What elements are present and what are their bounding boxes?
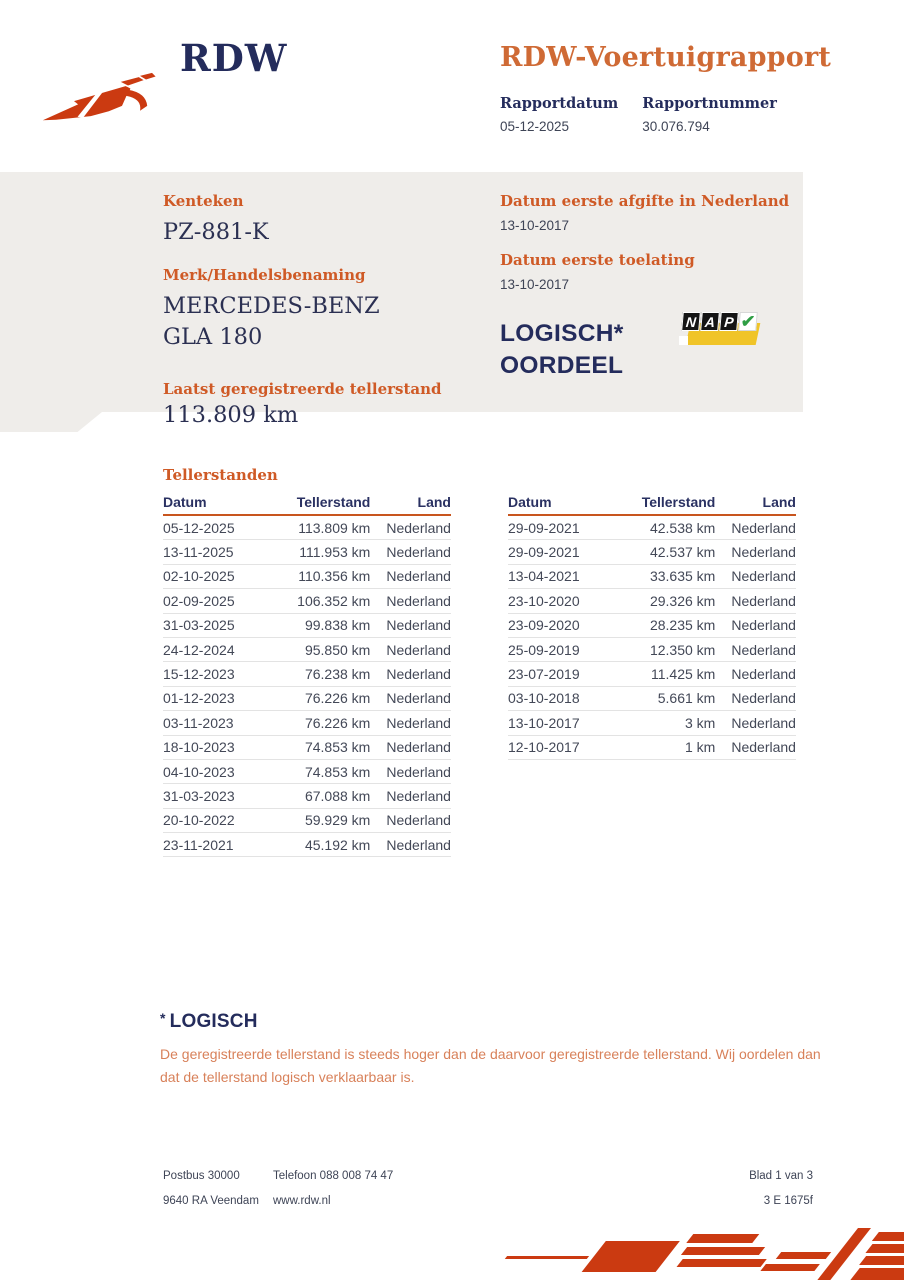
panel-corner-wedge bbox=[0, 412, 102, 432]
cell-datum: 24-12-2024 bbox=[163, 641, 235, 658]
cell-datum: 29-09-2021 bbox=[508, 544, 580, 561]
table-body bbox=[163, 516, 451, 857]
logisch-note bbox=[160, 1010, 830, 1089]
kenteken-value: PZ-881-K bbox=[163, 219, 269, 245]
column-header-datum: Datum bbox=[163, 494, 207, 510]
cell-datum: 23-11-2021 bbox=[163, 836, 234, 853]
cell-tellerstand: 11.425 km bbox=[651, 666, 716, 683]
afgifte-label: Datum eerste afgifte in Nederland bbox=[500, 192, 790, 210]
cell-tellerstand: 74.853 km bbox=[304, 763, 371, 780]
cell-datum: 31-03-2025 bbox=[163, 617, 235, 634]
toelating-label: Datum eerste toelating bbox=[500, 251, 695, 269]
cell-datum: 23-10-2020 bbox=[508, 592, 580, 609]
cell-tellerstand: 42.537 km bbox=[649, 544, 716, 561]
cell-datum: 13-11-2025 bbox=[163, 544, 234, 561]
table-header bbox=[508, 494, 796, 516]
footer-phone: Telefoon 088 008 74 47 bbox=[273, 1170, 394, 1182]
table-row bbox=[163, 614, 451, 638]
cell-tellerstand: 12.350 km bbox=[649, 641, 716, 658]
logisch-heading bbox=[160, 1010, 830, 1033]
table-row bbox=[163, 516, 451, 540]
table-row bbox=[508, 687, 796, 711]
nap-letter-p: P bbox=[719, 312, 739, 331]
cell-land: Nederland bbox=[386, 763, 451, 780]
cell-land: Nederland bbox=[731, 617, 796, 634]
column-header-tellerstand: Tellerstand bbox=[641, 494, 716, 510]
cell-tellerstand: 42.538 km bbox=[649, 519, 716, 536]
cell-tellerstand: 113.809 km bbox=[298, 519, 371, 536]
cell-datum: 18-10-2023 bbox=[163, 739, 235, 756]
report-number-label: Rapportnummer bbox=[642, 95, 777, 112]
column-header-tellerstand: Tellerstand bbox=[296, 494, 371, 510]
cell-land: Nederland bbox=[386, 544, 451, 561]
nap-letter-a: A bbox=[700, 312, 720, 331]
tellerstand-label: Laatst geregistreerde tellerstand bbox=[163, 380, 442, 398]
afgifte-value: 13-10-2017 bbox=[500, 218, 570, 233]
cell-datum: 12-10-2017 bbox=[508, 739, 580, 756]
cell-datum: 01-12-2023 bbox=[163, 690, 235, 707]
footer-line-2 bbox=[163, 1195, 813, 1207]
cell-tellerstand: 99.838 km bbox=[304, 617, 371, 634]
cell-tellerstand: 67.088 km bbox=[304, 787, 371, 804]
cell-land: Nederland bbox=[386, 739, 451, 756]
merk-value: MERCEDES-BENZ bbox=[163, 293, 380, 319]
cell-datum: 29-09-2021 bbox=[508, 519, 580, 536]
table-row bbox=[508, 516, 796, 540]
cell-land: Nederland bbox=[386, 714, 451, 731]
cell-tellerstand: 29.326 km bbox=[649, 592, 716, 609]
cell-land: Nederland bbox=[731, 592, 796, 609]
cell-land: Nederland bbox=[386, 787, 451, 804]
cell-land: Nederland bbox=[731, 690, 796, 707]
cell-tellerstand: 76.226 km bbox=[304, 714, 371, 731]
cell-tellerstand: 33.635 km bbox=[649, 568, 716, 585]
cell-datum: 02-09-2025 bbox=[163, 592, 235, 609]
footer-address-line2: 9640 RA Veendam bbox=[163, 1195, 259, 1207]
tellerstanden-section bbox=[163, 466, 797, 857]
report-date-label: Rapportdatum bbox=[500, 95, 619, 112]
cell-tellerstand: 111.953 km bbox=[299, 544, 371, 561]
table-row bbox=[508, 540, 796, 564]
rdw-speed-stripes-graphic bbox=[484, 1228, 904, 1280]
report-meta bbox=[500, 95, 860, 134]
rdw-logo bbox=[38, 34, 288, 134]
cell-datum: 31-03-2023 bbox=[163, 787, 235, 804]
odometer-table-right bbox=[508, 494, 796, 760]
column-header-land: Land bbox=[762, 494, 796, 510]
report-date-group bbox=[500, 95, 618, 134]
cell-land: Nederland bbox=[386, 592, 451, 609]
cell-datum: 23-09-2020 bbox=[508, 617, 580, 634]
table-header bbox=[163, 494, 451, 516]
table-row bbox=[163, 638, 451, 662]
cell-tellerstand: 45.192 km bbox=[304, 836, 371, 853]
vehicle-panel-left-column bbox=[163, 192, 483, 431]
footer bbox=[163, 1170, 813, 1207]
report-title: RDW-Voertuigrapport bbox=[500, 42, 832, 73]
rdw-logo-text: RDW bbox=[180, 36, 288, 80]
nap-check-icon: ✔ bbox=[740, 311, 756, 331]
cell-land: Nederland bbox=[386, 666, 451, 683]
cell-land: Nederland bbox=[731, 641, 796, 658]
column-header-datum: Datum bbox=[508, 494, 552, 510]
cell-tellerstand: 95.850 km bbox=[304, 641, 371, 658]
footer-website[interactable]: www.rdw.nl bbox=[273, 1195, 331, 1207]
cell-tellerstand: 76.226 km bbox=[304, 690, 371, 707]
table-row bbox=[163, 540, 451, 564]
cell-land: Nederland bbox=[731, 714, 796, 731]
cell-tellerstand: 28.235 km bbox=[649, 617, 716, 634]
table-row bbox=[508, 589, 796, 613]
table-row bbox=[163, 809, 451, 833]
tellerstanden-heading: Tellerstanden bbox=[163, 466, 278, 484]
table-row bbox=[508, 565, 796, 589]
logisch-heading-text: LOGISCH bbox=[169, 1011, 258, 1032]
report-date-value: 05-12-2025 bbox=[500, 119, 570, 134]
cell-datum: 13-10-2017 bbox=[508, 714, 580, 731]
kenteken-label: Kenteken bbox=[163, 192, 244, 210]
table-row bbox=[163, 711, 451, 735]
logisch-body-text: De geregistreerde tellerstand is steeds hoger dan de daarvoor geregistreerde tellerstand. Wij oordelen dan dat de tellerstand logisch verklaarbaar is. bbox=[160, 1046, 821, 1085]
table-row bbox=[508, 711, 796, 735]
cell-tellerstand: 74.853 km bbox=[304, 739, 371, 756]
table-row bbox=[163, 760, 451, 784]
report-number-group bbox=[642, 95, 777, 134]
cell-datum: 02-10-2025 bbox=[163, 568, 235, 585]
vehicle-summary-panel bbox=[0, 172, 803, 428]
cell-datum: 03-10-2018 bbox=[508, 690, 580, 707]
cell-datum: 23-07-2019 bbox=[508, 666, 580, 683]
cell-tellerstand: 110.356 km bbox=[298, 568, 371, 585]
report-number-value: 30.076.794 bbox=[642, 119, 710, 134]
footer-address-line1: Postbus 30000 bbox=[163, 1170, 240, 1182]
vehicle-panel-right-column bbox=[500, 192, 800, 382]
tellerstanden-tables bbox=[163, 494, 797, 857]
tellerstand-value: 113.809 km bbox=[163, 402, 299, 428]
cell-tellerstand: 59.929 km bbox=[304, 812, 371, 829]
cell-tellerstand: 1 km bbox=[685, 739, 716, 756]
table-row bbox=[163, 589, 451, 613]
footer-right bbox=[749, 1170, 813, 1207]
cell-land: Nederland bbox=[386, 812, 451, 829]
report-header bbox=[500, 42, 860, 134]
nap-white-square bbox=[679, 336, 688, 345]
footer-doc-code: 3 E 1675f bbox=[763, 1195, 813, 1207]
cell-land: Nederland bbox=[731, 519, 796, 536]
cell-datum: 05-12-2025 bbox=[163, 519, 235, 536]
cell-land: Nederland bbox=[386, 519, 451, 536]
table-row bbox=[508, 614, 796, 638]
toelating-value: 13-10-2017 bbox=[500, 277, 570, 292]
footer-line-1 bbox=[163, 1170, 813, 1182]
table-row bbox=[508, 736, 796, 760]
rdw-wing-icon bbox=[38, 52, 170, 134]
table-row bbox=[163, 784, 451, 808]
cell-tellerstand: 106.352 km bbox=[297, 592, 371, 609]
cell-datum: 03-11-2023 bbox=[163, 714, 234, 731]
cell-datum: 20-10-2022 bbox=[163, 812, 235, 829]
cell-land: Nederland bbox=[731, 568, 796, 585]
cell-land: Nederland bbox=[731, 739, 796, 756]
column-header-land: Land bbox=[417, 494, 451, 510]
table-row bbox=[163, 662, 451, 686]
logisch-asterisk: * bbox=[160, 1010, 166, 1026]
table-row bbox=[163, 687, 451, 711]
cell-datum: 25-09-2019 bbox=[508, 641, 580, 658]
cell-tellerstand: 3 km bbox=[685, 714, 716, 731]
model-value: GLA 180 bbox=[163, 324, 263, 350]
merk-label: Merk/Handelsbenaming bbox=[163, 266, 366, 284]
cell-land: Nederland bbox=[386, 568, 451, 585]
cell-datum: 13-04-2021 bbox=[508, 568, 580, 585]
footer-page-indicator: Blad 1 van 3 bbox=[749, 1170, 813, 1182]
oordeel-line1: LOGISCH* bbox=[500, 320, 624, 347]
odometer-table-left bbox=[163, 494, 451, 857]
oordeel-line2: OORDEEL bbox=[500, 352, 624, 379]
cell-land: Nederland bbox=[386, 690, 451, 707]
table-row bbox=[508, 638, 796, 662]
table-row bbox=[508, 662, 796, 686]
table-row bbox=[163, 833, 451, 857]
table-row bbox=[163, 565, 451, 589]
cell-tellerstand: 5.661 km bbox=[657, 690, 716, 707]
cell-land: Nederland bbox=[386, 617, 451, 634]
cell-datum: 15-12-2023 bbox=[163, 666, 235, 683]
table-row bbox=[163, 736, 451, 760]
cell-land: Nederland bbox=[386, 641, 451, 658]
cell-land: Nederland bbox=[731, 544, 796, 561]
nap-logo bbox=[678, 310, 766, 350]
table-body bbox=[508, 516, 796, 760]
cell-land: Nederland bbox=[386, 836, 451, 853]
cell-datum: 04-10-2023 bbox=[163, 763, 235, 780]
cell-land: Nederland bbox=[731, 666, 796, 683]
cell-tellerstand: 76.238 km bbox=[304, 666, 371, 683]
nap-letter-n: N bbox=[681, 312, 701, 331]
